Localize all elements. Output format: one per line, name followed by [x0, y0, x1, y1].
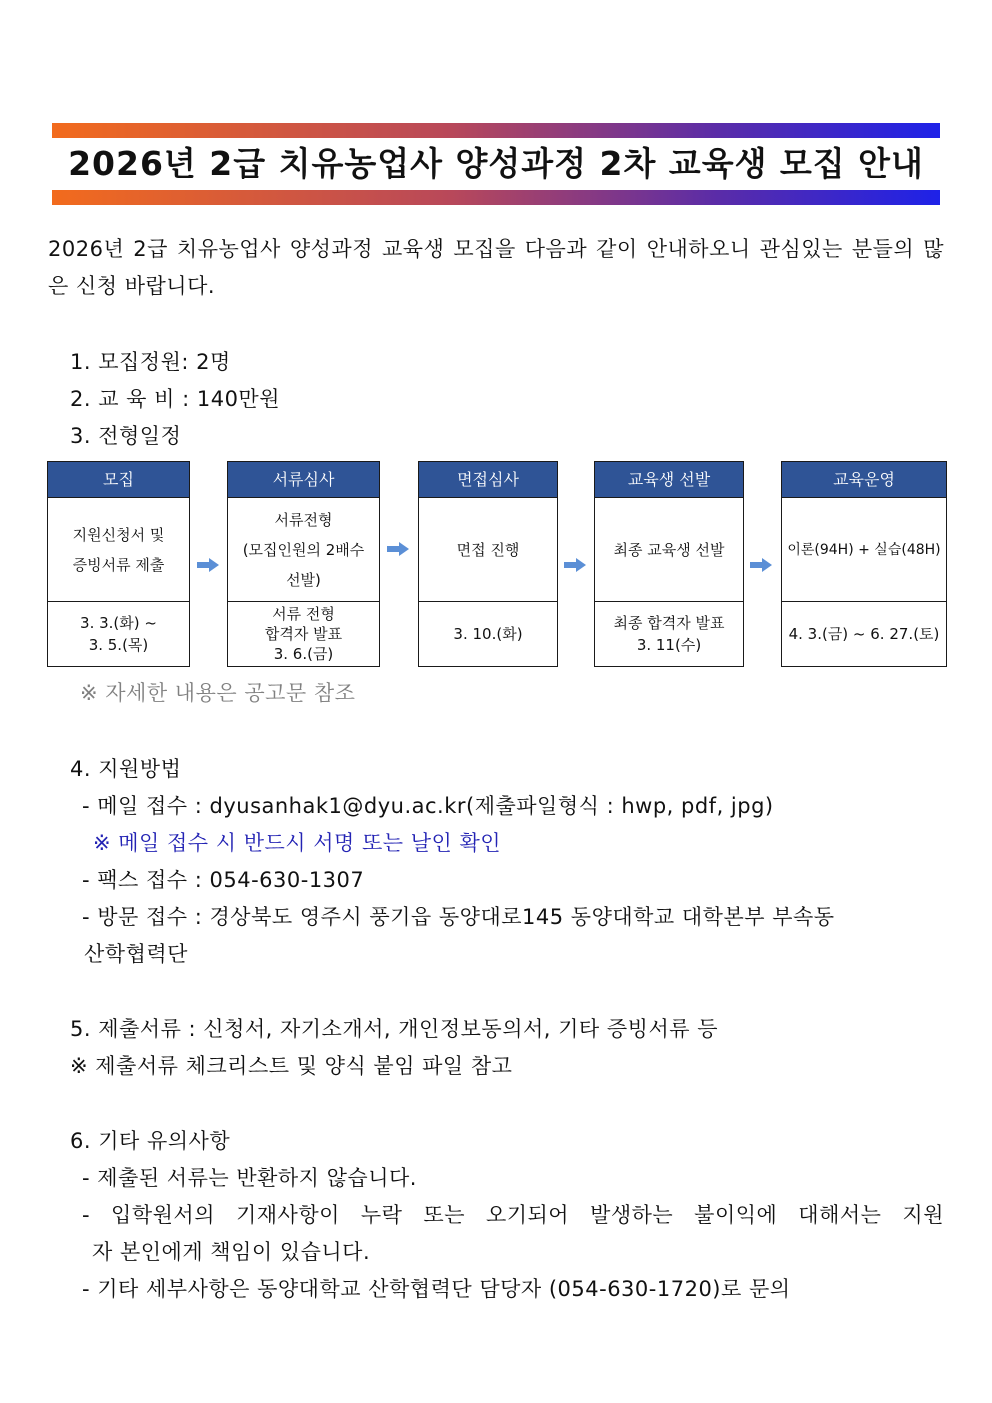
arrow-right-icon: [387, 542, 409, 556]
schedule-stage-interview: [418, 461, 558, 667]
item-notes-heading: 6. 기타 유의사항: [70, 1129, 231, 1153]
arrow-right-icon: [564, 558, 586, 572]
apply-fax: - 팩스 접수 : 054-630-1307: [82, 868, 365, 892]
apply-email-note: ※ 메일 접수 시 반드시 서명 또는 날인 확인: [93, 831, 502, 855]
stage-date: 3. 10.(화): [453, 625, 523, 643]
stage-header: 면접심사: [419, 462, 557, 498]
stage-body: 이론(94H) + 실습(48H): [782, 498, 946, 602]
schedule-stage-operation: [781, 461, 947, 667]
stage-date: 4. 3.(금) ~ 6. 27.(토): [788, 625, 940, 643]
note-responsibility-cont: 자 본인에게 책임이 있습니다.: [92, 1240, 371, 1264]
schedule-stage-document-review: [227, 461, 380, 667]
stage-body: 지원신청서 및 증빙서류 제출: [48, 498, 189, 602]
apply-visit-cont: 산학협력단: [84, 942, 188, 966]
documents-note: ※ 제출서류 체크리스트 및 양식 붙임 파일 참고: [70, 1054, 513, 1078]
note-responsibility: - 입학원서의 기재사항이 누락 또는 오기되어 발생하는 불이익에 대해서는 지원: [82, 1203, 944, 1227]
title-bottom-bar: [52, 190, 940, 205]
note-no-return: - 제출된 서류는 반환하지 않습니다.: [82, 1166, 417, 1190]
item-documents: 5. 제출서류 : 신청서, 자기소개서, 개인정보동의서, 기타 증빙서류 등: [70, 1017, 718, 1041]
stage-body: 최종 교육생 선발: [595, 498, 743, 602]
stage-header: 서류심사: [228, 462, 379, 498]
schedule-note: ※ 자세한 내용은 공고문 참조: [80, 681, 356, 705]
stage-date: 3. 3.(화) ~ 3. 5.(목): [80, 614, 157, 654]
arrow-right-icon: [197, 558, 219, 572]
arrow-right-icon: [750, 558, 772, 572]
schedule-stage-selection: [594, 461, 744, 667]
page-title: 2026년 2급 치유농업사 양성과정 2차 교육생 모집 안내: [68, 144, 924, 183]
stage-header: 교육운영: [782, 462, 946, 498]
item-schedule-heading: 3. 전형일정: [70, 424, 182, 448]
item-capacity: 1. 모집정원: 2명: [70, 350, 231, 374]
stage-body: 면접 진행: [419, 498, 557, 602]
intro-paragraph: 2026년 2급 치유농업사 양성과정 교육생 모집을 다음과 같이 안내하오니 관심있는 분들의 많은 신청 바랍니다.: [48, 237, 944, 298]
item-apply-heading: 4. 지원방법: [70, 757, 182, 781]
stage-body: 서류전형 (모집인원의 2배수 선발): [228, 498, 379, 602]
stage-date: 서류 전형 합격자 발표 3. 6.(금): [264, 605, 343, 663]
apply-email: - 메일 접수 : dyusanhak1@dyu.ac.kr(제출파일형식 : hwp, pdf, jpg): [82, 794, 774, 818]
schedule-stage-recruit: [47, 461, 190, 667]
item-tuition: 2. 교 육 비 : 140만원: [70, 387, 280, 411]
stage-header: 교육생 선발: [595, 462, 743, 498]
apply-visit: - 방문 접수 : 경상북도 영주시 풍기읍 동양대로145 동양대학교 대학본부 부속동: [82, 905, 835, 929]
title-top-bar: [52, 123, 940, 138]
stage-header: 모집: [48, 462, 189, 498]
stage-date: 최종 합격자 발표 3. 11(수): [613, 614, 725, 654]
note-contact: - 기타 세부사항은 동양대학교 산학협력단 담당자 (054-630-1720)로 문의: [82, 1277, 791, 1301]
